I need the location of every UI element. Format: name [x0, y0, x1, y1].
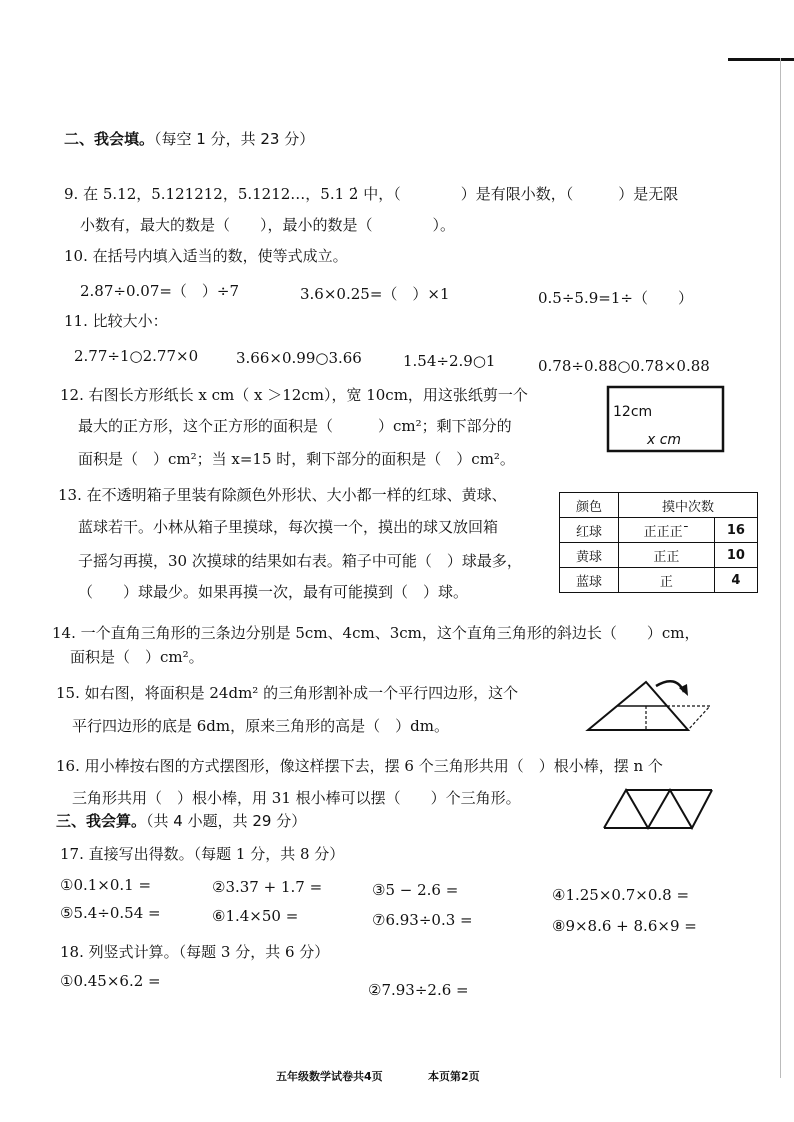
q16-zigzag	[604, 790, 712, 828]
section2-heading	[64, 128, 314, 149]
row-count: 16	[714, 518, 757, 543]
q10-eq3: 0.5÷5.9=1÷（ ）	[538, 289, 693, 307]
row-color: 红球	[560, 518, 619, 543]
row-count: 10	[714, 543, 757, 568]
q17-item-2: ②3.37 + 1.7 =	[212, 878, 323, 896]
q9-line2: 小数有，最大的数是（ ），最小的数是（ ）。	[80, 216, 456, 234]
q11-compare1: 2.77÷1○2.77×0	[74, 347, 199, 365]
q11-compare4: 0.78÷0.88○0.78×0.88	[538, 357, 710, 375]
q12-line1: 12. 右图长方形纸长 x cm（ x ＞12cm），宽 10cm，用这张纸剪一个	[60, 386, 528, 404]
q15-line1: 15. 如右图，将面积是 24dm² 的三角形割补成一个平行四边形，这个	[56, 684, 519, 702]
q17-item-8: ⑧9×8.6 + 8.6×9 =	[552, 917, 697, 935]
q11-compare2: 3.66×0.99○3.66	[236, 349, 362, 367]
section3-scoring: （共 4 小题，共 29 分）	[146, 812, 307, 830]
q17-item-5: ⑤5.4÷0.54 =	[60, 904, 161, 922]
row-tally: 正正	[619, 543, 715, 568]
q13-line3: 子摇匀再摸，30 次摸球的结果如右表。箱子中可能（ ）球最多，	[78, 552, 522, 570]
q13-tally-table	[559, 492, 758, 593]
q13-line4: （ ）球最少。如果再摸一次，最有可能摸到（ ）球。	[78, 583, 469, 601]
q15-line2: 平行四边形的底是 6dm，原来三角形的高是（ ）dm。	[72, 717, 449, 735]
q16-line1: 16. 用小棒按右图的方式摆图形，像这样摆下去，摆 6 个三角形共用（ ）根小棒，摆 n 个	[56, 757, 663, 775]
q13-line2: 蓝球若干。小林从箱子里摸球，每次摸一个，摸出的球又放回箱	[78, 518, 499, 536]
q17-item-1: ①0.1×0.1 =	[60, 876, 152, 894]
section3-heading	[56, 810, 306, 831]
page-edge-bar	[728, 58, 794, 61]
q17-item-6: ⑥1.4×50 =	[212, 907, 299, 925]
table-row	[560, 518, 758, 543]
q16-triangles-figure	[600, 786, 716, 832]
row-tally: 正	[619, 568, 715, 593]
q9-line1: 9. 在 5.12，5.121212，5.1212…，5.1 2̇ 中，（ ）是有限小数，（ ）是无限	[64, 185, 679, 203]
q11-compare3: 1.54÷2.9○1	[403, 352, 496, 370]
row-color: 蓝球	[560, 568, 619, 593]
header-color: 颜色	[560, 493, 619, 518]
table-row	[560, 568, 758, 593]
row-color: 黄球	[560, 543, 619, 568]
q14-line1: 14. 一个直角三角形的三条边分别是 5cm、4cm、3cm，这个直角三角形的斜边长（ ）cm，	[52, 624, 700, 642]
q17-item-4: ④1.25×0.7×0.8 =	[552, 886, 690, 904]
q12-line2: 最大的正方形，这个正方形的面积是（ ）cm²；剩下部分的	[78, 417, 512, 435]
q17-item-7: ⑦6.93÷0.3 =	[372, 911, 473, 929]
q11-title: 11. 比较大小：	[64, 312, 168, 330]
q15-triangle-figure	[584, 672, 720, 736]
table-row	[560, 543, 758, 568]
q12-rectangle-figure	[605, 384, 727, 456]
q12-length-label: x cm	[647, 432, 682, 448]
q14-line2: 面积是（ ）cm²。	[70, 648, 204, 666]
q10-eq1: 2.87÷0.07=（ ）÷7	[80, 282, 240, 300]
footer-page-number: 本页第2页	[428, 1070, 480, 1083]
q18-item-1: ①0.45×6.2 =	[60, 972, 161, 990]
section3-title: 三、我会算。	[56, 812, 147, 830]
table-header-row	[560, 493, 758, 518]
header-count: 摸中次数	[619, 493, 758, 518]
q18-title: 18. 列竖式计算。（每题 3 分，共 6 分）	[60, 943, 330, 961]
q18-item-2: ②7.93÷2.6 =	[368, 981, 469, 999]
q12-line3: 面积是（ ）cm²；当 x=15 时，剩下部分的面积是（ ）cm²。	[78, 450, 515, 468]
page-edge-line	[780, 58, 781, 1078]
q10-eq2: 3.6×0.25=（ ）×1	[300, 285, 450, 303]
q12-width-label: 12cm	[613, 404, 653, 420]
q17-title: 17. 直接写出得数。（每题 1 分，共 8 分）	[60, 845, 345, 863]
q13-line1: 13. 在不透明箱子里装有除颜色外形状、大小都一样的红球、黄球、	[58, 486, 507, 504]
q15-rotate-arrow-icon	[656, 681, 684, 692]
q16-line2: 三角形共用（ ）根小棒，用 31 根小棒可以摆（ ）个三角形。	[72, 789, 521, 807]
q17-item-3: ③5 − 2.6 =	[372, 881, 459, 899]
row-count: 4	[714, 568, 757, 593]
section2-title: 二、我会填。	[64, 130, 155, 148]
q10-title: 10. 在括号内填入适当的数，使等式成立。	[64, 247, 348, 265]
section2-scoring: （每空 1 分，共 23 分）	[154, 130, 315, 148]
footer-total-pages: 五年级数学试卷共4页	[276, 1070, 383, 1083]
q15-moved-piece	[667, 706, 710, 730]
row-tally: 正正正¯	[619, 518, 715, 543]
